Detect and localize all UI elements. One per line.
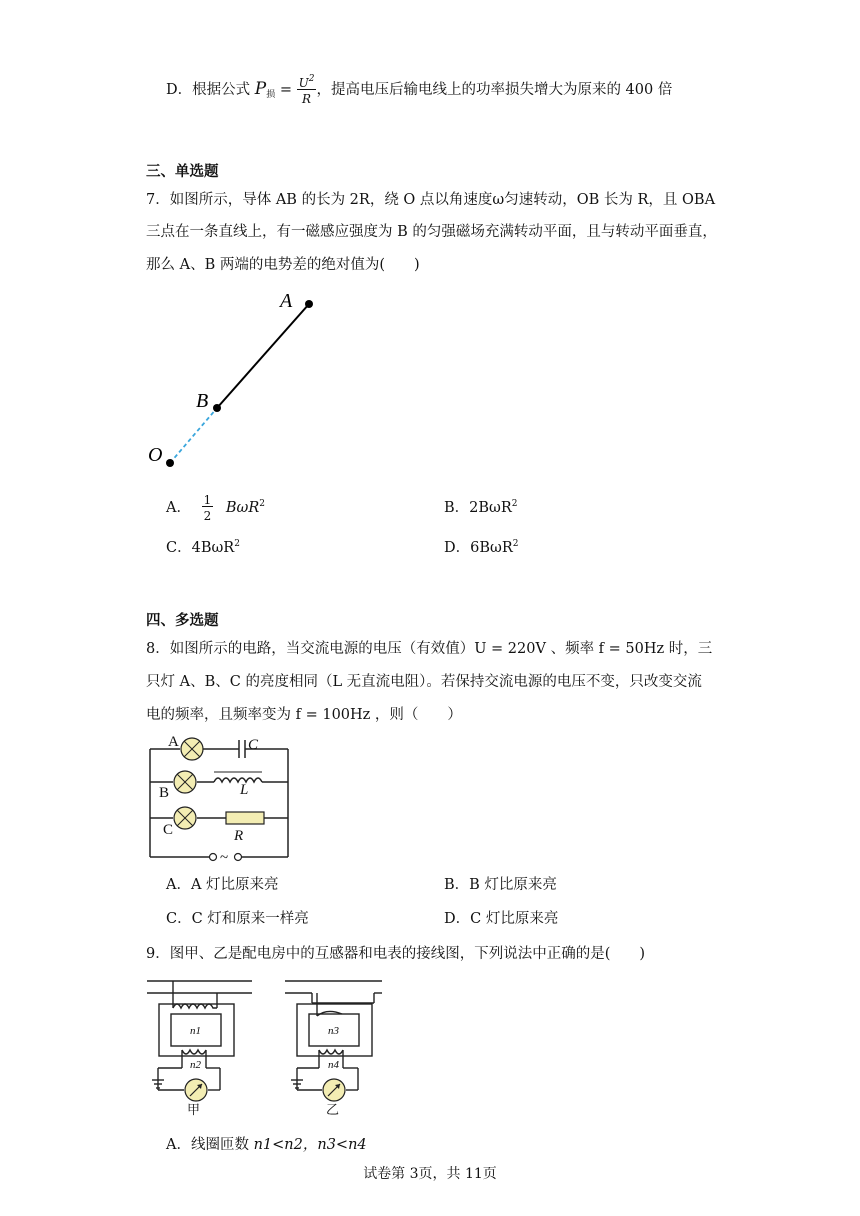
- section-title-multi-choice: 四、多选题: [146, 612, 219, 629]
- section-title-single-choice: 三、单选题: [146, 163, 219, 180]
- q8-stem-line1: 8．如图所示的电路，当交流电源的电压（有效值）U = 220V 、频率 f = 50Hz 时，三: [146, 641, 713, 657]
- lamp-b-label: B: [159, 785, 170, 801]
- lamp-a: [181, 738, 203, 760]
- n2-label: n2: [190, 1059, 201, 1071]
- page-footer: 试卷第 3页，共 11页: [363, 1166, 497, 1182]
- q6-option-d: D．根据公式 $P_损$ = $\frac{U^2}{R}$ ，提高电压后输电线上的功率损失增大为原来的 400 倍: [166, 74, 673, 106]
- label-b: B: [196, 390, 209, 412]
- q7-rod-figure: [140, 285, 340, 485]
- q7-option-c[interactable]: C．4BωR$^2$: [166, 539, 240, 556]
- ac-source-symbol: ~: [220, 850, 229, 865]
- q9-stem-line1: 9．图甲、乙是配电房中的互感器和电表的接线图，下列说法中正确的是( ): [146, 946, 646, 962]
- capacitor-label: C: [248, 737, 259, 753]
- q8-option-a[interactable]: A．A 灯比原来亮: [166, 877, 279, 893]
- q7-option-b[interactable]: B．2BωR$^2$: [444, 499, 518, 516]
- resistor-label: R: [234, 828, 244, 844]
- q9-option-a[interactable]: A．线圈匝数 n1<n2，n3<n4: [166, 1137, 367, 1153]
- point-o: [166, 459, 174, 467]
- q7-stem-line3: 那么 A、B 两端的电势差的绝对值为( ): [146, 257, 420, 273]
- formula-fraction: $\frac{U^2}{R}$: [298, 74, 315, 106]
- n4-label: n4: [328, 1059, 339, 1071]
- lamp-c-label: C: [163, 822, 174, 838]
- inductor-label: L: [240, 782, 249, 798]
- q7-option-a[interactable]: A． $\frac{1}{2}$ BωR$^2$: [166, 493, 265, 523]
- lamp-a-label: A: [168, 734, 179, 750]
- lamp-c: [174, 807, 196, 829]
- q7-stem-line1: 7．如图所示，导体 AB 的长为 2R，绕 O 点以角速度ω匀速转动，OB 长为 R，且 OBA: [146, 192, 716, 208]
- point-b: [213, 404, 221, 412]
- lamp-b: [174, 771, 196, 793]
- q8-circuit-figure: [142, 730, 302, 865]
- q8-option-d[interactable]: D．C 灯比原来亮: [444, 911, 559, 927]
- caption-jia: 甲: [187, 1103, 201, 1118]
- label-o: O: [148, 444, 163, 466]
- n3-label: n3: [328, 1025, 339, 1037]
- caption-yi: 乙: [326, 1103, 340, 1118]
- q8-option-b[interactable]: B．B 灯比原来亮: [444, 877, 557, 893]
- n1-label: n1: [190, 1025, 201, 1037]
- resistor: [226, 812, 264, 824]
- q8-option-c[interactable]: C．C 灯和原来一样亮: [166, 911, 309, 927]
- meter-right-icon: [323, 1079, 345, 1101]
- q9-transformer-figure: [142, 968, 382, 1118]
- q8-stem-line3: 电的频率，且频率变为 f = 100Hz ，则（ ）: [146, 707, 462, 723]
- label-a: A: [280, 290, 293, 312]
- meter-left-icon: [185, 1079, 207, 1101]
- q7-stem-line2: 三点在一条直线上，有一磁感应强度为 B 的匀强磁场充满转动平面，且与转动平面垂直，: [146, 224, 717, 240]
- q7-option-d[interactable]: D．6BωR$^2$: [444, 539, 519, 556]
- point-a: [305, 300, 313, 308]
- q8-stem-line2: 只灯 A、B、C 的亮度相同（L 无直流电阻）。若保持交流电源的电压不变，只改变交流: [146, 674, 702, 690]
